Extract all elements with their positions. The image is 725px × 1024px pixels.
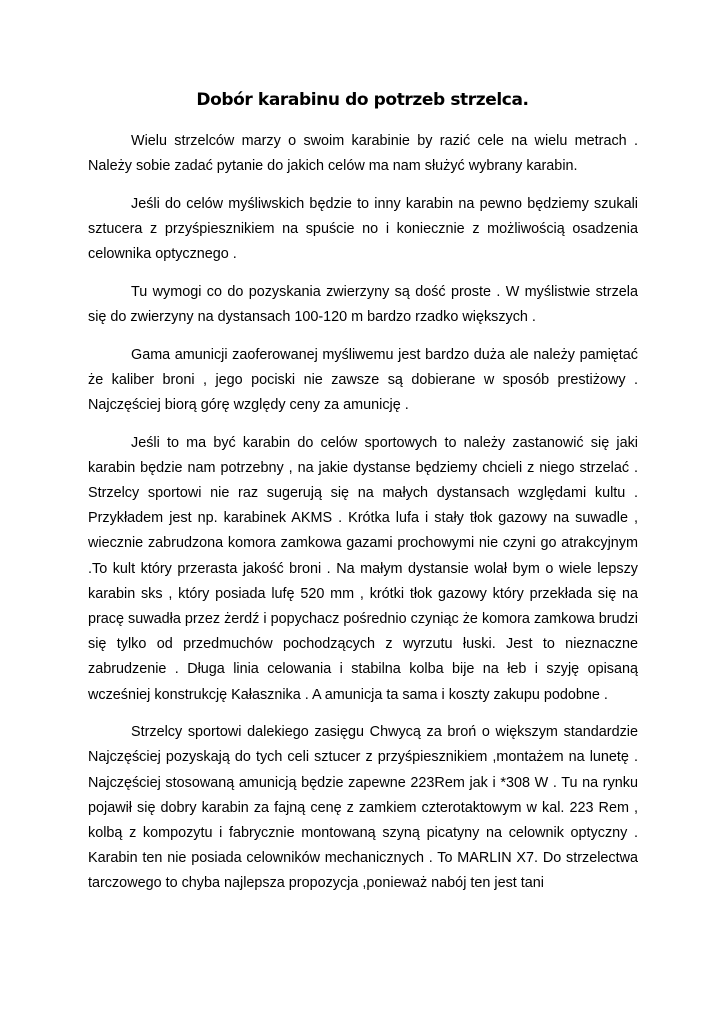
document-body (88, 129, 638, 909)
paragraph-6: Strzelcy sportowi dalekiego zasięgu Chwycą za broń o większym standardzie Najczęściej pozyskają do tych celi sztucer z przyśpiesznikiem ,montażem na lunetę . Najczęściej stosowaną amunicją będzie zapewne 223Rem jak i *308 W . Tu na rynku pojawił się dobry karabin za fajną cenę z zamkiem czterotaktowym w kal. 223 Rem , kolbą z kompozytu i fabrycznie montowaną szyną picatyny na celownik optyczny . Karabin ten nie posiada celowników mechanicznych . To MARLIN X7. Do strzelectwa tarczowego to chyba najlepsza propozycja ,ponieważ nabój ten jest tani (88, 724, 638, 892)
paragraph-1: Wielu strzelców marzy o swoim karabinie by razić cele na wielu metrach . Należy sobie zadać pytanie do jakich celów ma nam służyć wybrany karabin. (88, 133, 638, 175)
paragraph-2: Jeśli do celów myśliwskich będzie to inny karabin na pewno będziemy szukali sztucera z przyśpiesznikiem na spuście no i koniecznie z możliwością osadzenia celownika optycznego . (88, 195, 638, 263)
paragraph-3: Tu wymogi co do pozyskania zwierzyny są dość proste . W myślistwie strzela się do zwierzyny na dystansach 100-120 m bardzo rzadko większych . (88, 283, 638, 325)
document-title: Dobór karabinu do potrzeb strzelca. (196, 90, 529, 110)
paragraph-5: Jeśli to ma być karabin do celów sportowych to należy zastanowić się jaki karabin będzie nam potrzebny , na jakie dystanse będziemy chcieli z niego strzelać . Strzelcy sportowi nie raz sugerują się na małych dystansach względami kultu . Przykładem jest np. karabinek AKMS . Krótka lufa i stały tłok gazowy na suwadle , wiecznie zabrudzona komora zamkowa gazami prochowymi nie czyni go atrakcyjnym .To kult który przerasta jakość broni . Na małym dystansie wolał bym o wiele lepszy karabin sks , który posiada lufę 520 mm , krótki tłok gazowy który przekłada się na pracę suwadła przez żerdź i popychacz pośrednio czyniąc że komora zamkowa brudzi się tylko od przedmuchów pochodzących z wyrzutu łuski. Jest to nieznaczne zabrudzenie . Długa linia celowania i stabilna kolba bije na łeb i szyję opisaną wcześniej konstrukcję Kałasznika . A amunicja ta sama i koszty zakupu podobne . (88, 434, 638, 703)
paragraph-4: Gama amunicji zaoferowanej myśliwemu jest bardzo duża ale należy pamiętać że kaliber broni , jego pociski nie zawsze są dobierane w sposób prestiżowy . Najczęściej biorą górę względy ceny za amunicję . (88, 346, 638, 413)
